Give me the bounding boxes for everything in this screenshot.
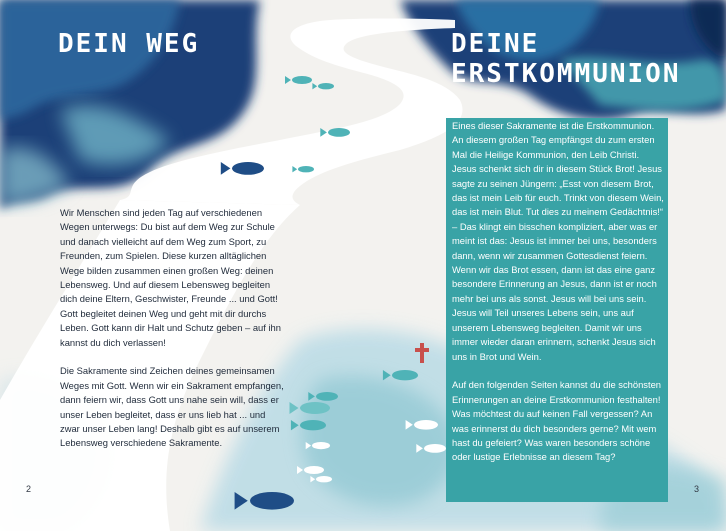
left-page-body [60, 206, 286, 451]
body-paragraph: Wir Menschen sind jeden Tag auf verschiedenen Wegen unterwegs: Du bist auf dem Weg zur Schule und danach vielleicht auf dem Weg zum Sport, zu Freunden, zum Spielen. Diese kurzen alltäglichen Wege bilden zusammen einen großen Weg: deinen Lebensweg. Und auf diesem Lebensweg begleiten dich deine Eltern, Geschwister, Freunde ... und Gott! Gott begleitet deinen Weg und geht mit dir durchs Leben. Gott kann dir Halt und Schutz geben – auf ihn kannst du dich verlassen! [60, 207, 281, 348]
left-page-title: DEIN WEG [58, 29, 200, 59]
page-number: 2 [26, 484, 32, 494]
page-number: 3 [694, 484, 700, 494]
right-page-title: DEINE ERSTKOMMUNION [451, 29, 681, 89]
body-paragraph: Die Sakramente sind Zeichen deines gemeinsamen Weges mit Gott. Wenn wir ein Sakrament empfangen, dann feiern wir, dass Gott uns nahe sein will, dass er unser Leben begleitet, dass er uns lieb hat ... und zwar unser Leben lang! Deshalb gibt es auf unserem Lebensweg verschiedene Sakramente. [60, 365, 284, 449]
right-page-body [452, 119, 666, 465]
body-paragraph: Auf den folgenden Seiten kannst du die schönsten Erinnerungen an deine Erstkommunion festhalten! Was möchtest du auf keinen Fall vergessen? An was erinnerst du dich besonders gerne? Mit wem hast du gefeiert? Was waren besonders schöne oder lustige Erlebnisse an diesem Tag? [452, 379, 662, 463]
fish-icon [312, 83, 334, 89]
fish-icon [285, 76, 312, 84]
body-paragraph: Eines dieser Sakramente ist die Erstkommunion. An diesem großen Tag empfängst du zum ersten Mal die Heilige Kommunion, den Leib Christi. Jesus schenkt sich dir in diesem Stück Brot! Jesus sagte zu seinen Jüngern: „Esst von diesem Brot, das ist mein Leib für euch. Trinkt von diesem Wein, das ist mein Blut. Tut dies zu meinem Gedächtnis!“ – Das klingt ein bisschen kompliziert, aber was er meint ist das: Jesus ist immer bei uns, besonders dann, wenn wir zusammen Gottesdienst feiern. Wenn wir das Brot essen, dann ist das eine ganz besondere Erinnerung an Jesus, dann ist er noch mehr bei uns als sonst. Jesus will bei uns sein. Jesus will Teil unseres Lebens sein, uns auf unserem Lebensweg begleiten. Damit wir uns immer wieder daran erinnern, schenkt Jesus sich uns in Brot und Wein. [452, 120, 664, 362]
